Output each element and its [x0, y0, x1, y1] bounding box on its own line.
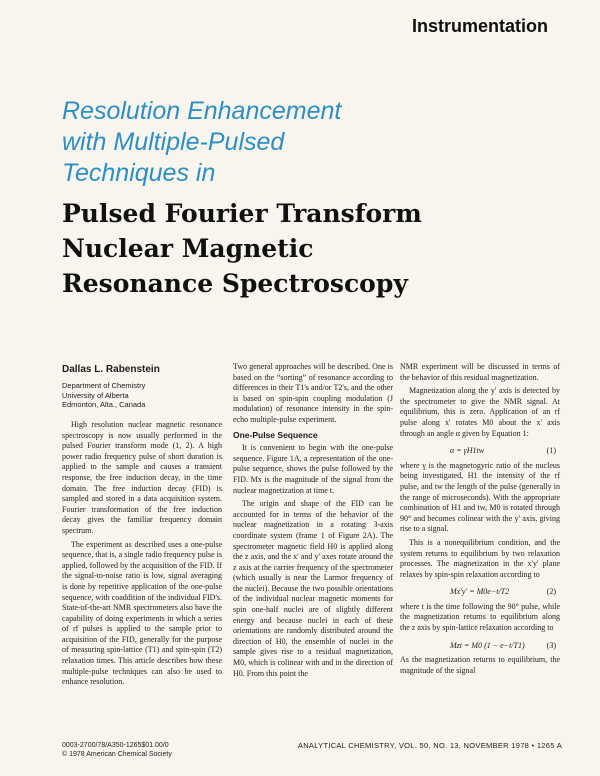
- paragraph: This is a nonequilibrium condition, and the system returns to equilibrium by two relaxation processes. The magnetization in the x'y' plane relaxes by spin-spin relaxation according to: [400, 537, 560, 579]
- title-main-line: Nuclear Magnetic: [62, 234, 314, 263]
- equation-number: (3): [546, 640, 556, 650]
- title-main: [62, 196, 422, 301]
- equation-number: (1): [546, 446, 556, 456]
- title-main-line: Resonance Spectroscopy: [62, 269, 408, 298]
- subheading: One-Pulse Sequence: [233, 429, 318, 440]
- equation-text: α = γH1tw: [450, 446, 485, 456]
- paragraph: Magnetization along the y' axis is detected by the spectrometer to give the NMR signal. At equilibrium, this is zero. Application of an rf pulse along x' rotates M0 about the x' axis through an angle α given by Equation 1:: [400, 386, 560, 438]
- title-italic-line: Techniques in: [62, 159, 216, 187]
- equation-3: [400, 637, 560, 656]
- title-main-line: Pulsed Fourier Transform: [62, 199, 422, 228]
- equation-text: Mzt = M0 (1 − e−t/T1): [450, 640, 525, 650]
- footer-line: © 1978 American Chemical Society: [62, 751, 172, 758]
- column-1: [62, 420, 222, 691]
- author-name: Dallas L. Rabenstein: [62, 364, 160, 375]
- footer-journal: ANALYTICAL CHEMISTRY, VOL. 50, NO. 13, NOVEMBER 1978 • 1265 A: [297, 741, 562, 750]
- column-3: [400, 362, 560, 679]
- equation-text: Mx'y' = M0e−t/T2: [450, 587, 510, 597]
- paragraph: High resolution nuclear magnetic resonance spectroscopy is now usually performed in the pulsed Fourier transform mode (1, 2). A high power radio frequency pulse of short duration is applied to the sample and causes a transient response, the free induction decay, in the time domain. The free induction decay (FID) is sampled and stored in a data acquisition system. Fourier transformation of the free induction decay gives the familiar frequency domain spectrum.: [62, 420, 222, 535]
- section-label: Instrumentation: [412, 16, 549, 36]
- paragraph: The experiment as described uses a one-pulse sequence, that is, a single radio frequency pulse is applied, followed by the acquisition of the FID. If the signal-to-noise ratio is low, signal averaging is done by repetitive application of the one-pulse sequence, with coaddition of the individual FID's. State-of-the-art NMR spectrometers also have the capability of doing experiments in which a series of rf pulses is applied to the sample prior to acquisition of the FID, generally for the purpose of measuring spin-lattice (T1) and spin-spin (T2) relaxation times. This article describes how these multiple-pulse techniques can also be used to enhance resolution.: [62, 539, 222, 687]
- paragraph: Two general approaches will be described. One is based on the “sorting” of resonance according to differences in their T1's and/or T2's, and the other is based on spin-spin coupling modulation (J modulation) of resonance intensity in the spin-echo multiple-pulse experiment.: [233, 362, 393, 424]
- footer-line: 0003-2700/78/A350-1265$01.00/0: [62, 742, 169, 749]
- footer-copyright: [62, 741, 172, 759]
- paragraph: It is convenient to begin with the one-pulse sequence. Figure 1A, a representation of the one-pulse sequence, shows the pulse followed by the FID. Mx is the magnitude of the signal from the nuclear magnetization at time t.: [233, 443, 393, 495]
- author-affiliation-line: Edmonton, Alta., Canada: [62, 400, 146, 409]
- title-italic: [62, 96, 482, 189]
- author-block: [62, 364, 222, 410]
- paragraph: As the magnetization returns to equilibrium, the magnitude of the signal: [400, 655, 560, 675]
- paragraph: NMR experiment will be discussed in terms of the behavior of this residual magnetization.: [400, 362, 560, 382]
- equation-number: (2): [546, 587, 556, 597]
- title-italic-line: Resolution Enhancement: [62, 97, 342, 125]
- author-affiliation-line: University of Alberta: [62, 390, 129, 400]
- author-affiliation-line: Department of Chemistry: [62, 381, 146, 390]
- title-italic-line: with Multiple-Pulsed: [62, 128, 285, 156]
- paragraph: where t is the time following the 90° pulse, while the magnetization returns to equilibrium along the z axis by spin-lattice relaxation according to: [400, 601, 560, 633]
- equation-2: [400, 583, 560, 602]
- column-2: [233, 362, 393, 682]
- equation-1: [400, 442, 560, 461]
- paragraph: where γ is the magnetogyric ratio of the nucleus being investigated, H1 the intensity of the rf pulse, and tw the length of the pulse (generally in the range of microseconds). With the appropriate combination of H1 and tw, M0 is rotated through 90° and becomes colinear with the y' axis, giving rise to a signal.: [400, 460, 560, 534]
- paragraph: The origin and shape of the FID can be accounted for in terms of the behavior of the nuclear magnetization in a rotating 3-axis coordinate system (frame 1 of Figure 2A). The spectrometer magnetic field H0 is applied along the z axis, and the x' and y' axes rotate around the z axis at the carrier frequency of the spectrometer (which usually is near the Larmor frequency of the nuclei). Because the two possible orientations of the individual nuclear magnetic moments for spin one-half nuclei are of slightly different energy and because nuclei in each of these orientations are randomly distributed around the direction of H0, the ensemble of nuclei in the sample gives rise to a residual magnetization, M0, which is colinear with and in the direction of H0. From this point the: [233, 499, 393, 678]
